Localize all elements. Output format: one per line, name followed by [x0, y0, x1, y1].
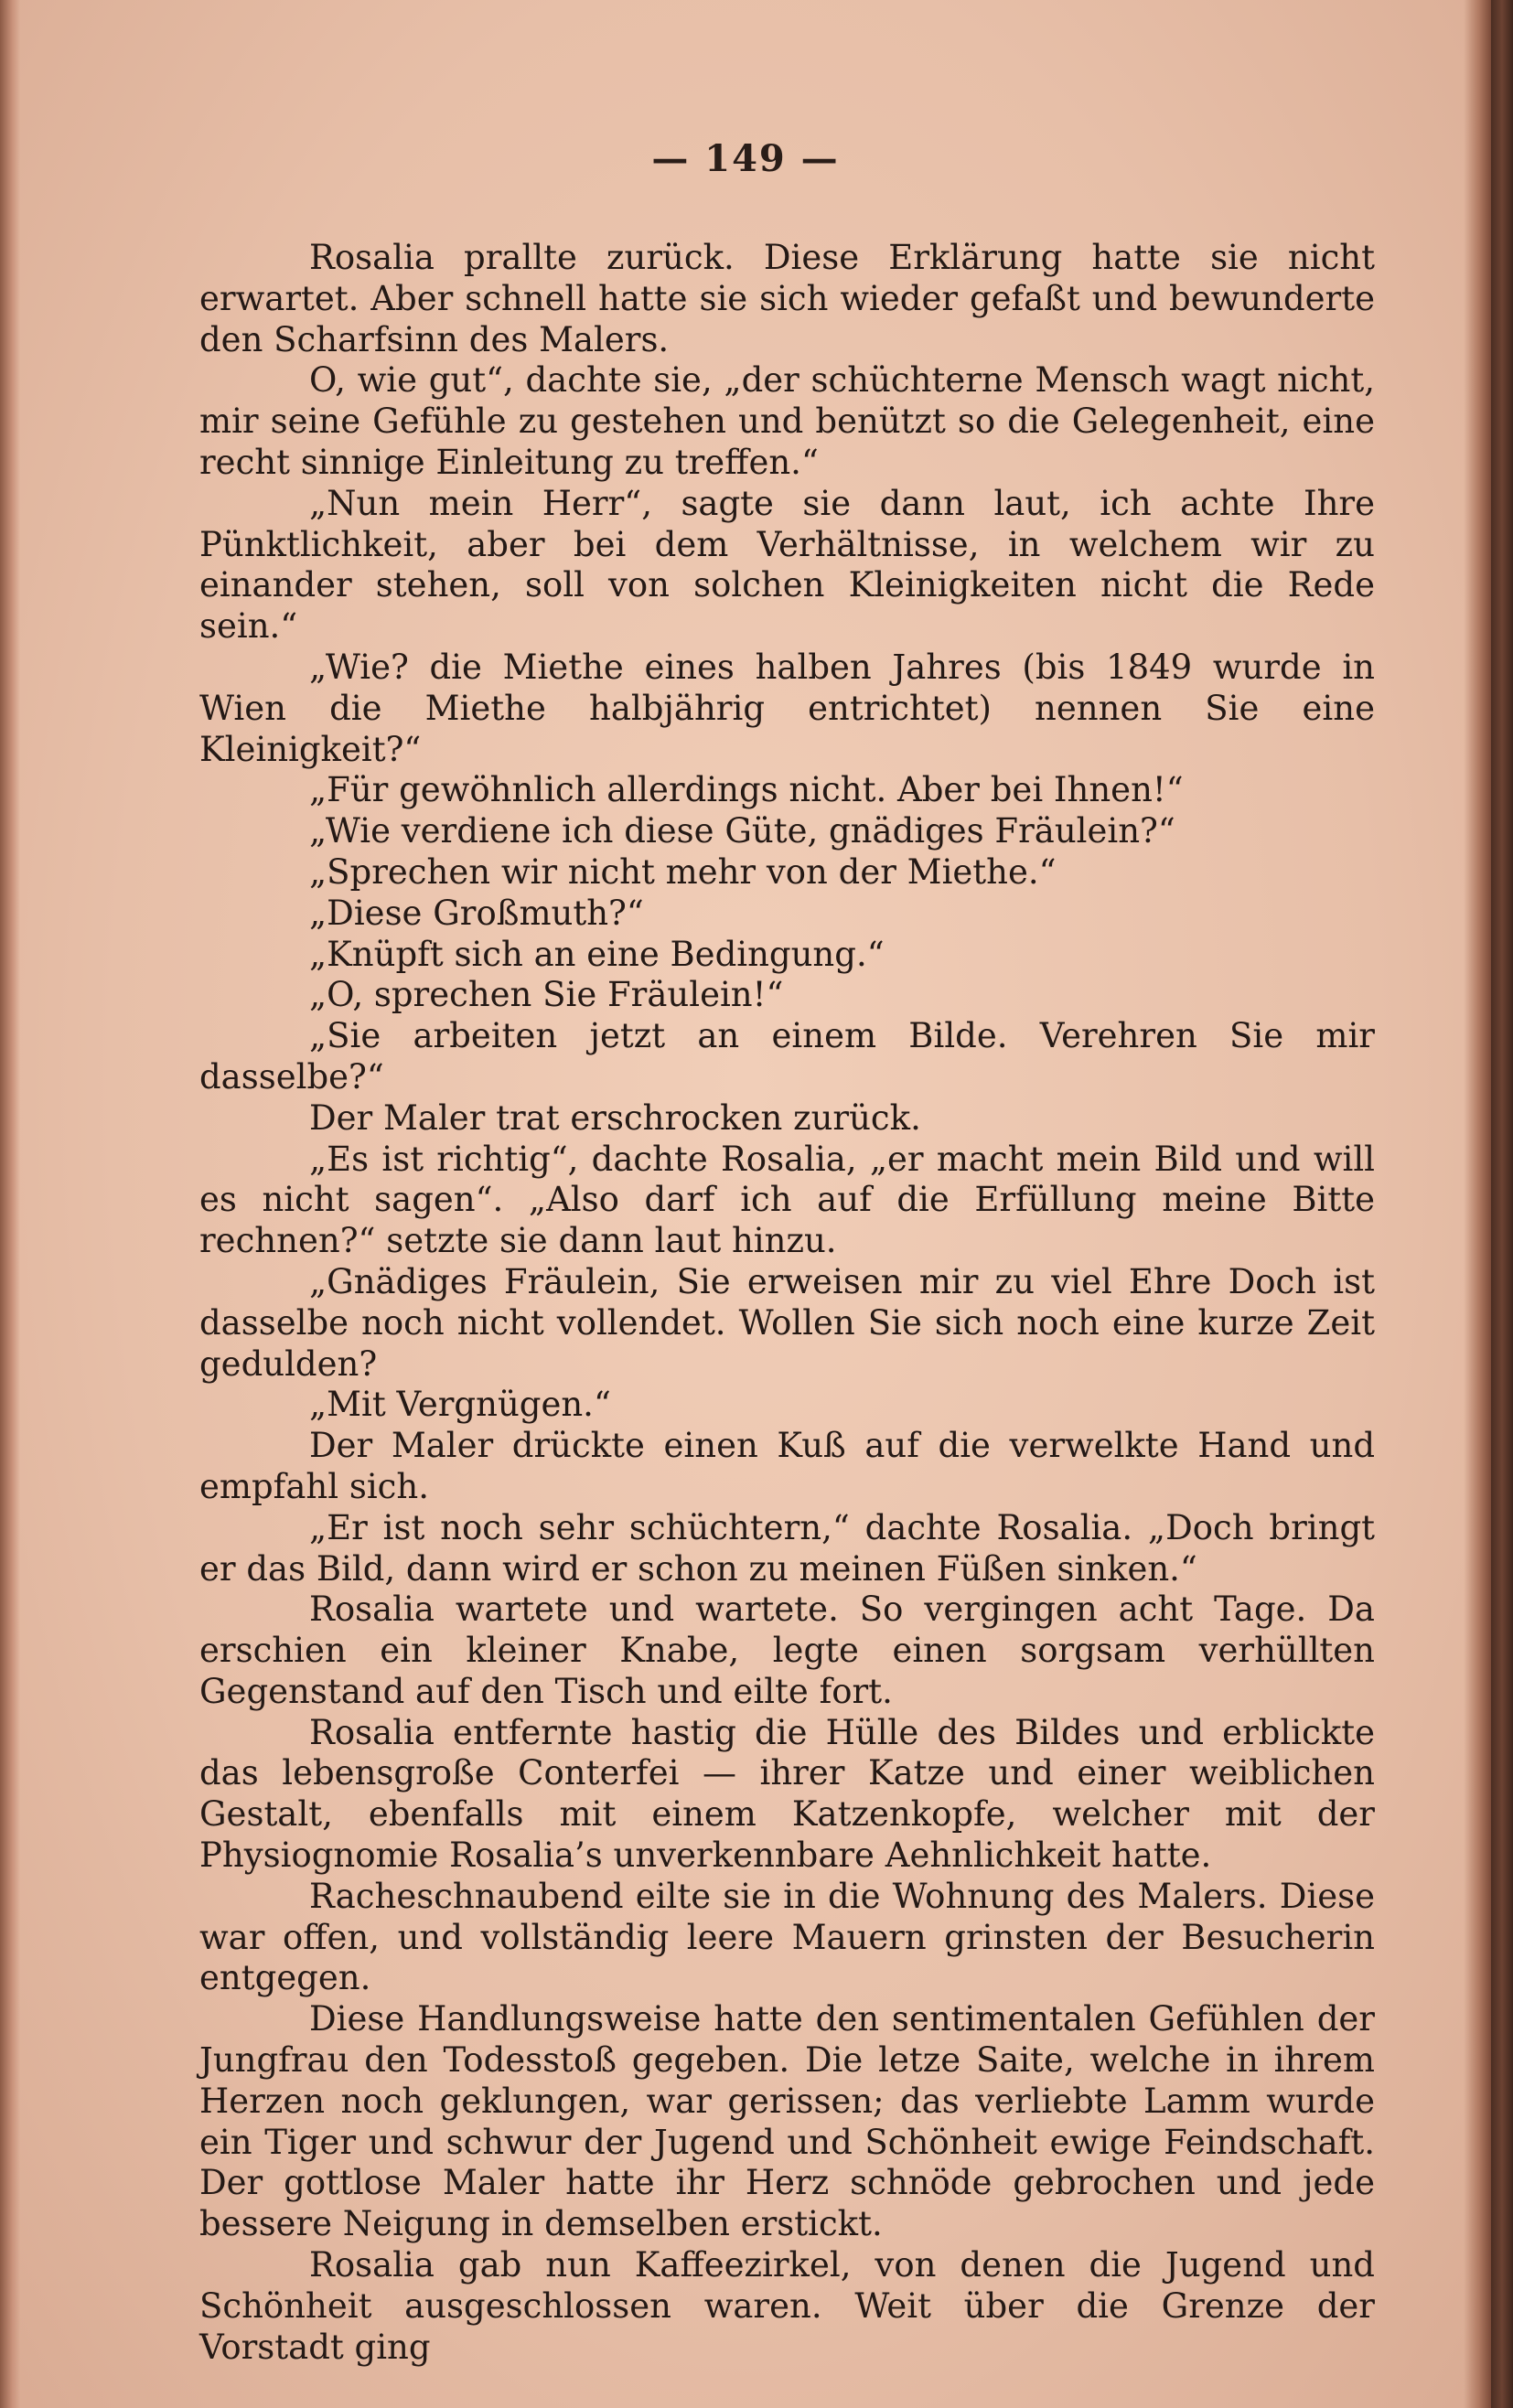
- paragraph: Der Maler drückte einen Kuß auf die verwelkte Hand und empfahl sich.: [199, 1426, 1375, 1506]
- paragraph: „Knüpft sich an eine Bedingung.“: [309, 934, 885, 974]
- paragraph: Racheschnaubend eilte sie in die Wohnung des Malers. Diese war offen, und vollständig leere Mauern grinsten der Besucherin entgegen.: [199, 1876, 1375, 1998]
- paragraph: Diese Handlungsweise hatte den sentimentalen Gefühlen der Jungfrau den Todesstoß gegeben. Die letze Saite, welche in ihrem Herzen noch geklungen, war gerissen; das verliebte Lamm wurde ein Tiger und schwur der Jugend und Schönheit ewige Feindschaft. Der gottlose Maler hatte ihr Herz schnöde gebrochen und jede bessere Neigung in demselben erstickt.: [199, 1999, 1375, 2244]
- paragraph: „Diese Großmuth?“: [309, 893, 644, 933]
- paragraph: „Es ist richtig“, dachte Rosalia, „er macht mein Bild und will es nicht sagen“. „Also darf ich auf die Erfüllung meine Bitte rechnen?“ setzte sie dann laut hinzu.: [199, 1139, 1375, 1261]
- paragraph: „Sprechen wir nicht mehr von der Miethe.“: [309, 851, 1057, 892]
- paragraph: Rosalia gab nun Kaffeezirkel, von denen die Jugend und Schönheit ausgeschlossen waren. Weit über die Grenze der Vorstadt ging: [199, 2245, 1375, 2367]
- paragraph: „Gnädiges Fräulein, Sie erweisen mir zu viel Ehre Doch ist dasselbe noch nicht vollendet. Wollen Sie sich noch eine kurze Zeit gedulden?: [199, 1261, 1375, 1384]
- paragraph: Rosalia wartete und wartete. So vergingen acht Tage. Da erschien ein kleiner Knabe, legte einen sorgsam verhüllten Gegenstand auf den Tisch und eilte fort.: [199, 1589, 1375, 1711]
- paragraph: „Sie arbeiten jetzt an einem Bilde. Verehren Sie mir dasselbe?“: [199, 1016, 1375, 1097]
- paragraph: „Wie verdiene ich diese Güte, gnädiges Fräulein?“: [309, 811, 1175, 851]
- paragraph: Der Maler trat erschrocken zurück.: [309, 1097, 921, 1138]
- page-number: — 149 —: [651, 137, 840, 180]
- paragraph: Rosalia prallte zurück. Diese Erklärung hatte sie nicht erwartet. Aber schnell hatte sie sich wieder gefaßt und bewunderte den Scharfsinn des Malers.: [199, 238, 1375, 359]
- paragraph: „O, sprechen Sie Fräulein!“: [309, 975, 784, 1015]
- paragraph: „Für gewöhnlich allerdings nicht. Aber bei Ihnen!“: [309, 770, 1184, 810]
- paragraph: „Nun mein Herr“, sagte sie dann laut, ich achte Ihre Pünktlichkeit, aber bei dem Verhältnisse, in welchem wir zu einander stehen, soll von solchen Kleinigkeiten nicht die Rede sein.“: [199, 483, 1375, 647]
- paragraph: Rosalia entfernte hastig die Hülle des Bildes und erblickte das lebensgroße Conterfei — ihrer Katze und einer weiblichen Gestalt, ebenfalls mit einem Katzenkopfe, welcher mit der Physiognomie Rosalia’s unverkennbare Aehnlichkeit hatte.: [199, 1712, 1375, 1876]
- paragraph: „Er ist noch sehr schüchtern,“ dachte Rosalia. „Doch bringt er das Bild, dann wird er schon zu meinen Füßen sinken.“: [199, 1507, 1375, 1589]
- paragraph: „Wie? die Miethe eines halben Jahres (bis 1849 wurde in Wien die Miethe halbjährig entrichtet) nennen Sie eine Kleinigkeit?“: [199, 647, 1375, 769]
- page-gutter-shadow: [1464, 0, 1491, 2408]
- paragraph: „Mit Vergnügen.“: [309, 1385, 611, 1425]
- book-binding: [1491, 0, 1513, 2408]
- body-text: [199, 238, 1375, 2368]
- page-left-edge: [0, 0, 20, 2408]
- paragraph: O, wie gut“, dachte sie, „der schüchterne Mensch wagt nicht, mir seine Gefühle zu gestehen und benützt so die Gelegenheit, eine recht sinnige Einleitung zu treffen.“: [199, 360, 1375, 482]
